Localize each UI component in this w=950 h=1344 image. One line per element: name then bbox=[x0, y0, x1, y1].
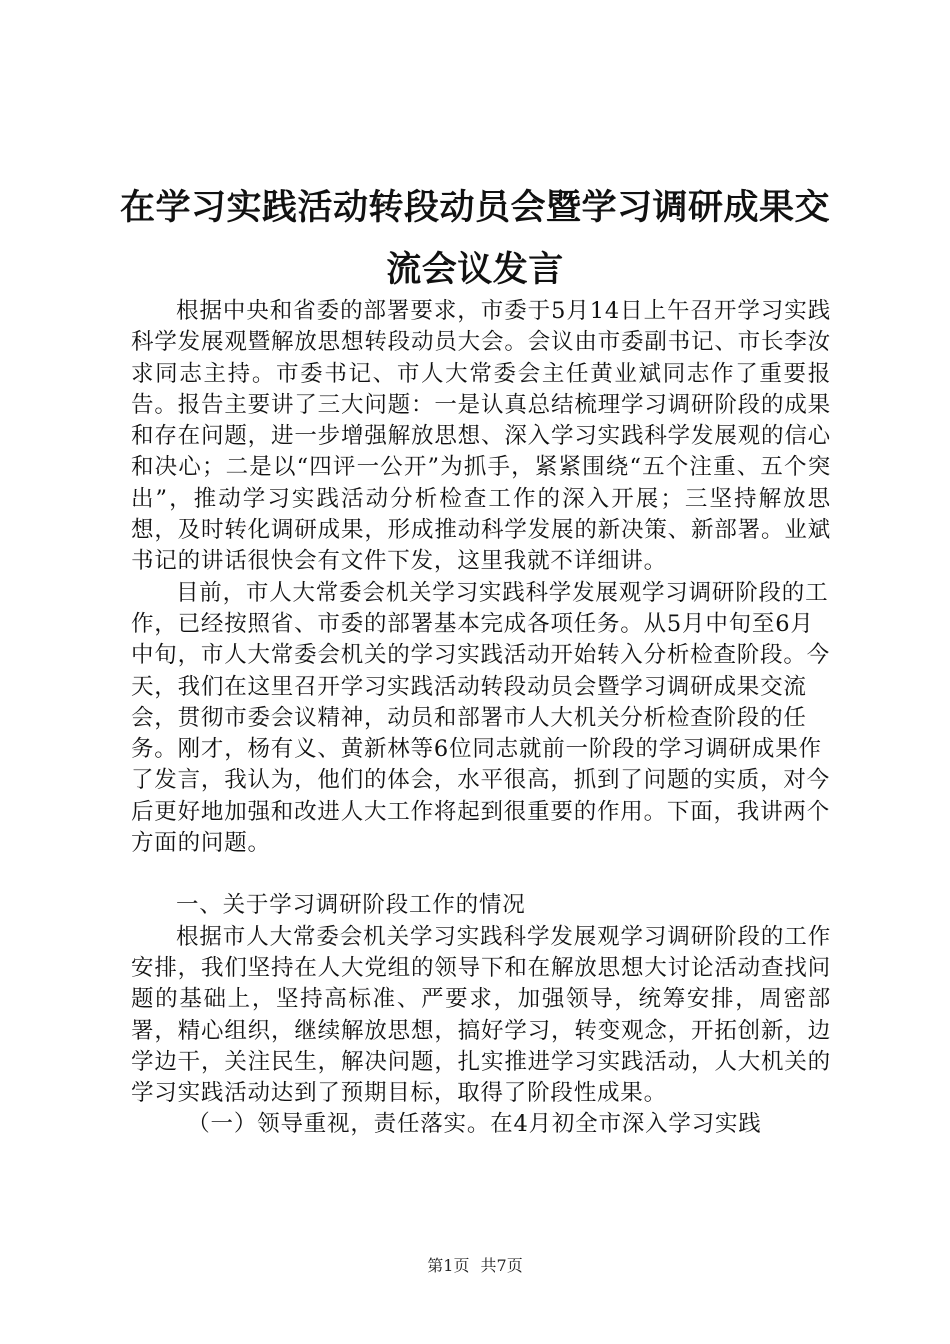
page-number-current: 第1页 bbox=[427, 1256, 470, 1275]
body-paragraph-2: 目前，市人大常委会机关学习实践科学发展观学习调研阶段的工作，已经按照省、市委的部署基本完成各项任务。从5月中旬至6月中旬，市人大常委会机关的学习实践活动开始转入分析检查阶段。今天，我们在这里召开学习实践活动转段动员会暨学习调研成果交流会，贯彻市委会议精神，动员和部署市人大机关分析检查阶段的任务。刚才，杨有义、黄新林等6位同志就前一阶段的学习调研成果作了发言，我认为，他们的体会，水平很高，抓到了问题的实质，对今后更好地加强和改进人大工作将起到很重要的作用。下面，我讲两个方面的问题。 bbox=[131, 579, 831, 857]
sub-heading: （一）领导重视，责任落实。在4月初全市深入学习实践 bbox=[187, 1111, 762, 1138]
section-paragraph: 根据市人大常委会机关学习实践科学发展观学习调研阶段的工作安排，我们坚持在人大党组的领导下和在解放思想大讨论活动查找问题的基础上，坚持高标准、严要求，加强领导，统筹安排，周密部署，精心组织，继续解放思想，搞好学习，转变观念，开拓创新，边学边干，关注民生，解决问题，扎实推进学习实践活动，人大机关的学习实践活动达到了预期目标，取得了阶段性成果。 bbox=[131, 923, 831, 1107]
body-paragraph-1: 根据中央和省委的部署要求，市委于5月14日上午召开学习实践科学发展观暨解放思想转段动员大会。会议由市委副书记、市长李汝求同志主持。市委书记、市人大常委会主任黄业斌同志作了重要报告。报告主要讲了三大问题：一是认真总结梳理学习调研阶段的成果和存在问题，进一步增强解放思想、深入学习实践科学发展观的信心和决心；二是以“四评一公开”为抓手，紧紧围绕“五个注重、五个突出”，推动学习实践活动分析检查工作的深入开展；三坚持解放思想，及时转化调研成果，形成推动科学发展的新决策、新部署。业斌书记的讲话很快会有文件下发，这里我就不详细讲。 bbox=[131, 298, 831, 575]
document-title-line-2: 流会议发言 bbox=[386, 250, 564, 290]
page-number-total: 共7页 bbox=[480, 1256, 523, 1275]
section-heading: 一、关于学习调研阶段工作的情况 bbox=[176, 892, 526, 919]
page-footer bbox=[0, 1256, 950, 1276]
document-title-line-1: 在学习实践活动转段动员会暨学习调研成果交 bbox=[119, 188, 830, 228]
document-body bbox=[131, 296, 831, 1141]
